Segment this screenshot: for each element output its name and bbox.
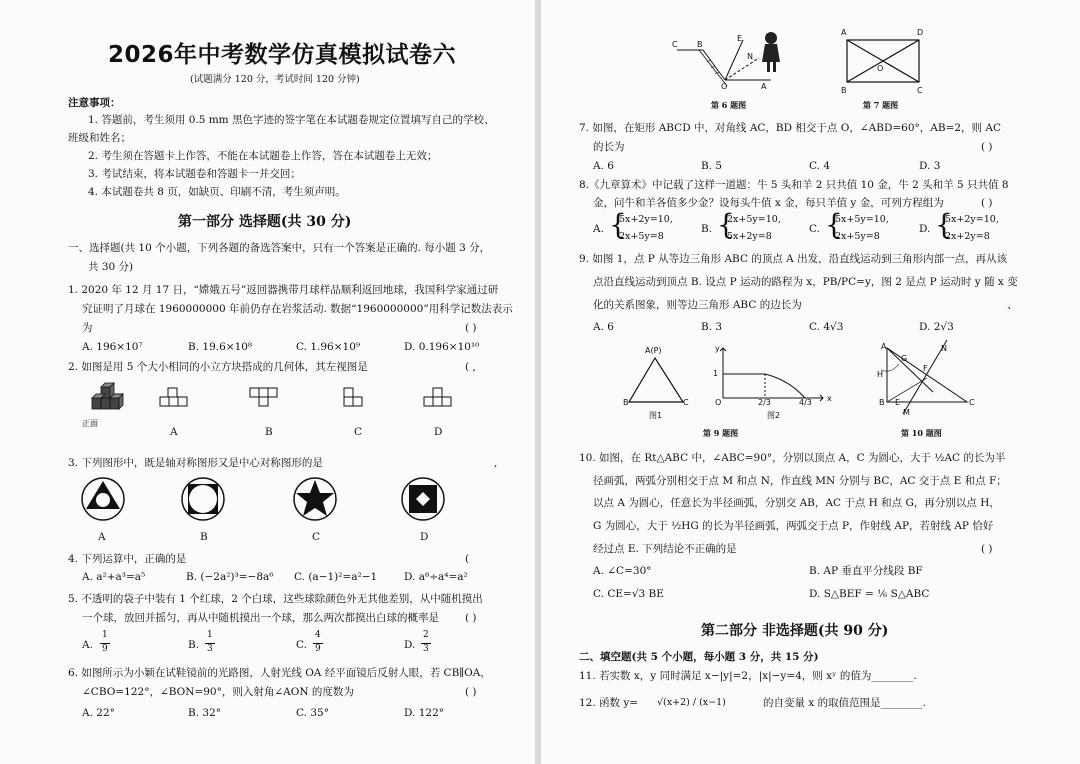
figure-10-construction [877,340,987,420]
q3-text: 3. 下列图形中，既是轴对称图形又是中心对称图形的是 [68,457,323,469]
fig6-label-b: B [697,40,703,49]
q2-text: 2. 如图是用 5 个大小相同的小立方块搭成的几何体，其左视图是 [68,361,368,373]
q4-answer-paren: ( [465,553,470,565]
q2-view-b [250,388,290,418]
q5-c-num: 4 [315,630,321,640]
q3-figure-d [400,476,446,522]
q8-option-d[interactable]: D. [919,223,931,235]
brace: { [935,208,953,241]
q1-answer-paren: ( ) [465,322,477,334]
fig6-label-a: A [761,82,767,91]
fig10-label-c: C [969,398,975,407]
q4-option-c[interactable]: C. (a−1)²=a²−1 [294,571,378,583]
q6-text: 6. 如图所示为小颖在试鞋镜前的光路图，人射光线 OA 经平面镜后反射人眼，若 CB∥OA， [68,667,491,679]
q12-text-start: 12. 函数 y= [579,697,639,709]
fig6-label-c: C [672,40,678,49]
q1-text: 究证明了月球在 1960000000 年前仍存在岩浆活动. 数据“1960000000”用科学记数法表示 [82,303,513,315]
section-two-text: 二、填空题(共 5 个小题，每小题 3 分，共 15 分) [579,651,819,663]
brace: { [609,208,627,241]
fig10-label-b: B [879,398,885,407]
q8-option-c[interactable]: C. [809,223,820,235]
q6-option-a[interactable]: A. 22° [82,707,115,719]
figure-9-graph [719,346,829,406]
q9-text: 化的关系图象，则等边三角形 ABC 的边长为 [593,299,802,311]
q5-a-num: 1 [102,630,108,640]
q9-answer-paren: 、 [1007,299,1018,311]
q7-option-c[interactable]: C. 4 [809,160,831,172]
fig6-label-n: N [747,52,753,61]
q3-label-c[interactable]: C [312,531,321,543]
note-line: 1. 答题前，考生须用 0.5 mm 黑色字迹的签字笔在本试题卷规定位置填写自己的学校、 [88,114,495,126]
q8-d-eq2: 2x+2y=8 [945,231,990,242]
q8-b-eq2: 5x+2y=8 [727,231,772,242]
fig7-label-b: B [841,86,847,95]
fig10-label-a: A [881,342,887,351]
q2-view-c [344,388,384,418]
fig7-label-o: O [877,64,884,73]
right-page [541,0,1080,764]
fig6-label-e: E [737,34,743,43]
part-two-heading: 第二部分 非选择题(共 90 分) [701,623,889,639]
q8-b-eq1: 2x+5y=10, [727,214,781,225]
q5-a-den: 9 [102,644,108,654]
q5-option-a[interactable]: A. [82,639,93,651]
fig10-label-g: G [901,354,908,363]
left-page [0,0,535,764]
q8-a-eq2: 2x+5y=8 [619,231,664,242]
q2-label-a[interactable]: A [170,426,178,438]
figure-6-mirror-diagram [671,28,791,93]
q8-answer-paren: ( ) [981,197,993,209]
q10-answer-paren: ( ) [981,543,993,555]
q4-option-d[interactable]: D. a⁸÷a⁴=a² [404,571,468,583]
q12-formula: √(x+2) / (x−1) [657,697,726,708]
q10-text: 经过点 E. 下列结论不正确的是 [593,543,737,555]
fig9-origin: O [715,398,722,407]
fig9-axis-y: y [715,344,720,353]
q5-option-c[interactable]: C. [296,639,307,651]
q5-option-d[interactable]: D. [404,639,416,651]
fig9-tick-one: 1 [713,369,719,378]
q11-text: 11. 若实数 x，y 同时满足 x−|y|=2，|x|−y=4，则 xʸ 的值为________. [579,670,917,682]
fig6-caption: 第 6 题图 [711,100,747,110]
brace: { [717,208,735,241]
q2-answer-paren: ( , [465,361,476,373]
q8-c-eq1: 5x+5y=10, [835,214,889,225]
q2-label-c[interactable]: C [354,426,363,438]
q10-text: 以点 A 为圆心，任意长为半径画弧，分别交 AB，AC 于点 H 和点 G，再分别以点 H， [593,497,1000,509]
q4-option-b[interactable]: B. (−2a²)³=−8a⁶ [186,571,274,583]
q9-option-b[interactable]: B. 3 [701,321,723,333]
q1-text: 1. 2020 年 12 月 17 日，“嫦娥五号”返回器携带月球样品顺利返回地球，我国科学家通过研 [68,284,499,296]
brace: { [825,208,843,241]
q9-option-d[interactable]: D. 2√3 [919,321,954,333]
q7-option-d[interactable]: D. 3 [919,160,941,172]
q8-a-eq1: 5x+2y=10, [619,214,673,225]
q9-text: 点沿直线运动到顶点 B. 设点 P 运动的路程为 x，PB/PC=y，图 2 是点 P 运动时 y 随 x 变 [593,276,1018,288]
q5-answer-paren: ( ) [465,612,477,624]
note-line: 班级和姓名； [68,132,131,144]
fig7-label-c: C [917,86,923,95]
section-one-text: 一、选择题(共 10 个小题，下列各题的备选答案中，只有一个答案是正确的. 每小题 3 分， [68,242,491,254]
front-label: 正面 [82,419,98,428]
fig10-label-e: E [895,398,901,407]
q3-label-a[interactable]: A [98,531,106,543]
q8-option-b[interactable]: B. [701,223,713,235]
q8-c-eq2: 2x+5y=8 [835,231,880,242]
q12-text-end: 的自变量 x 的取值范围是________. [763,697,926,709]
q3-figure-b [180,476,226,522]
q9-option-c[interactable]: C. 4√3 [809,321,844,333]
q9-option-a[interactable]: A. 6 [593,321,614,333]
q4-option-a[interactable]: A. a²+a³=a⁵ [82,571,146,583]
q3-figure-a [80,476,126,522]
q6-text: ∠CBO=122°，∠BON=90°，则入射角∠AON 的度数为 [82,686,354,698]
fig10-label-m: M [903,408,910,417]
q5-b-num: 1 [207,630,213,640]
exam-title: 2026年中考数学仿真模拟试卷六 [108,42,457,68]
q5-b-den: 3 [207,644,213,654]
q5-text: 5. 不透明的袋子中装有 1 个红球，2 个白球，这些球除颜色外无其他差别，从中随机摸出 [68,593,483,605]
q7-text: 7. 如图，在矩形 ABCD 中，对角线 AC，BD 相交于点 O，∠ABD=60°，AB=2，则 AC [579,122,1002,134]
fig9-label-c: C [683,398,689,407]
q1-option-d[interactable]: D. 0.196×10¹⁰ [404,341,480,353]
q10-option-c[interactable]: C. CE=√3 BE [593,588,664,600]
q9-text: 9. 如图 1，点 P 从等边三角形 ABC 的顶点 A 出发，沿直线运动到三角形内部一点，再从该 [579,253,1008,265]
note-line: 4. 本试题卷共 8 页，如缺页、印刷不清，考生须声明。 [88,186,346,198]
note-line: 3. 考试结束，将本试题卷和答题卡一并交回； [88,168,301,180]
fig10-caption: 第 10 题图 [901,428,942,438]
q5-c-den: 9 [315,644,321,654]
q8-option-a[interactable]: A. [593,223,604,235]
figure-7-rectangle [845,38,921,84]
fig9-figure2-label: 图2 [767,411,781,420]
part-one-heading: 第一部分 选择题(共 30 分) [178,214,352,230]
fig10-label-h: H [877,370,884,379]
q6-option-b[interactable]: B. 32° [188,707,222,719]
q3-label-b[interactable]: B [200,531,208,543]
q1-option-c[interactable]: C. 1.96×10⁹ [296,341,361,353]
q6-answer-paren: ( ) [465,686,477,698]
q10-option-a[interactable]: A. ∠C=30° [593,565,652,577]
q3-answer-paren: , [494,457,498,469]
q10-text: 10. 如图，在 Rt△ABC 中，∠ABC=90°，分别以顶点 A，C 为圆心，大于 ½AC 的长为半 [579,452,1006,464]
fig10-label-f: F [923,364,928,373]
q4-text: 4. 下列运算中，正确的是 [68,553,187,565]
q8-text: 8.《九章算术》中记载了这样一道题：牛 5 头和羊 2 只共值 10 金，牛 2 头和羊 5 只共值 8 [579,179,1009,191]
q3-label-d[interactable]: D [420,531,429,543]
q1-text: 为 [82,322,93,334]
q1-option-a[interactable]: A. 196×10⁷ [82,341,143,353]
q2-view-d [424,388,464,418]
fig9-figure1-label: 图1 [649,411,663,420]
q8-text: 金，问牛和羊各值多少金？设每头牛值 x 金，每只羊值 y 金，可列方程组为 [593,197,944,209]
fig9-axis-x: x [827,394,832,403]
q2-label-d[interactable]: D [434,426,443,438]
q8-d-eq1: 5x+2y=10, [945,214,999,225]
q7-option-b[interactable]: B. 5 [701,160,723,172]
q7-text: 的长为 [593,141,625,153]
q2-view-a [160,388,200,418]
fig7-caption: 第 7 题图 [863,100,899,110]
note-line: 2. 考生须在答题卡上作答，不能在本试题卷上作答，答在本试题卷上无效； [88,150,438,162]
q6-option-d[interactable]: D. 122° [404,707,445,719]
q10-text: G 为圆心，大于 ½HG 的长为半径画弧，两弧交于点 P，作射线 AP，若射线 AP 恰好 [593,520,994,532]
fig9-caption: 第 9 题图 [703,428,739,438]
q10-option-b[interactable]: B. AP 垂直平分线段 BF [809,565,923,577]
notes-heading: 注意事项： [68,97,121,109]
fig9-tick-2-3: 2/3 [758,398,771,407]
fig9-label-ap: A(P) [645,346,662,355]
figure-9-triangle [627,356,687,406]
q1-option-b[interactable]: B. 19.6×10⁸ [188,341,253,353]
q5-d-den: 3 [423,644,429,654]
q2-label-b[interactable]: B [265,426,273,438]
q5-text: 一个球，放回并摇匀，再从中随机摸出一个球，那么两次都摸出白球的概率是 [82,612,439,624]
q10-option-d[interactable]: D. S△BEF = ⅙ S△ABC [809,588,930,600]
fig9-label-b: B [623,398,629,407]
fig10-label-n: N [941,344,947,353]
q5-d-num: 2 [423,630,429,640]
fig6-label-o: O [721,82,728,91]
q7-answer-paren: ( ) [981,141,993,153]
cube-figure [88,380,138,416]
q5-option-b[interactable]: B. [188,639,200,651]
q7-option-a[interactable]: A. 6 [593,160,614,172]
section-one-text: 共 30 分) [88,261,134,273]
fig7-label-d: D [917,28,924,37]
fig7-label-a: A [841,28,847,37]
q3-figure-c [292,476,338,522]
fig9-tick-4-3: 4/3 [799,398,812,407]
q10-text: 径画弧，两弧分别相交于点 M 和点 N，作直线 MN 分别与 BC，AC 交于点 E 和点 F； [593,475,1007,487]
exam-subtitle: (试题满分 120 分，考试时间 120 分钟) [190,74,360,85]
q6-option-c[interactable]: C. 35° [296,707,329,719]
